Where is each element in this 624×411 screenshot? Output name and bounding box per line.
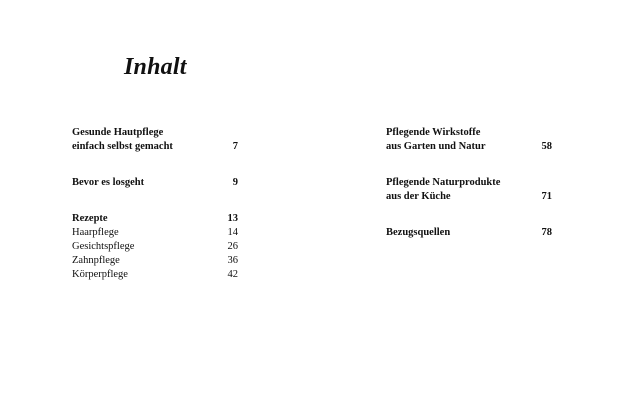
toc-entry-gesichtspflege — [72, 240, 238, 254]
toc-entry-line: aus der Küche — [386, 191, 451, 202]
toc-page-number: 7 — [232, 141, 238, 152]
toc-page-number: 78 — [541, 227, 552, 238]
toc-page-number: 42 — [227, 269, 238, 280]
toc-entry-zahnpflege — [72, 254, 238, 268]
toc-entry-hautpflege — [72, 126, 238, 154]
toc-entry-line: einfach selbst gemacht — [72, 141, 173, 152]
toc-entry-bevor-es-losgeht — [72, 176, 238, 190]
toc-entry-rezepte — [72, 212, 238, 226]
toc-entry-koerperpflege — [72, 268, 238, 282]
toc-entry-naturprodukte — [386, 176, 552, 204]
toc-entry-line: Pflegende Wirkstoffe — [386, 127, 481, 138]
toc-entry-haarpflege — [72, 226, 238, 240]
toc-right-column — [386, 126, 552, 240]
toc-entry-line: Bezugsquellen — [386, 227, 451, 238]
toc-page-number: 71 — [541, 191, 552, 202]
toc-page-number: 9 — [232, 177, 238, 188]
toc-entry-line: Bevor es losgeht — [72, 177, 145, 188]
toc-entry-line: Haarpflege — [72, 227, 119, 238]
toc-page-number: 26 — [227, 241, 238, 252]
toc-entry-line: aus Garten und Natur — [386, 141, 486, 152]
toc-page-number: 13 — [227, 213, 238, 224]
page-title: Inhalt — [124, 54, 187, 80]
toc-entry-line: Gesunde Hautpflege — [72, 127, 164, 138]
toc-entry-line: Zahnpflege — [72, 255, 120, 266]
toc-left-column — [72, 126, 238, 282]
toc-entry-wirkstoffe — [386, 126, 552, 154]
toc-entry-line: Körperpflege — [72, 269, 128, 280]
toc-page-number: 36 — [227, 255, 238, 266]
toc-entry-line: Rezepte — [72, 213, 108, 224]
toc-page-number: 14 — [227, 227, 238, 238]
toc-page-number: 58 — [541, 141, 552, 152]
toc-entry-line: Pflegende Naturprodukte — [386, 177, 501, 188]
toc-entry-bezugsquellen — [386, 226, 552, 240]
toc-entry-line: Gesichtspflege — [72, 241, 135, 252]
